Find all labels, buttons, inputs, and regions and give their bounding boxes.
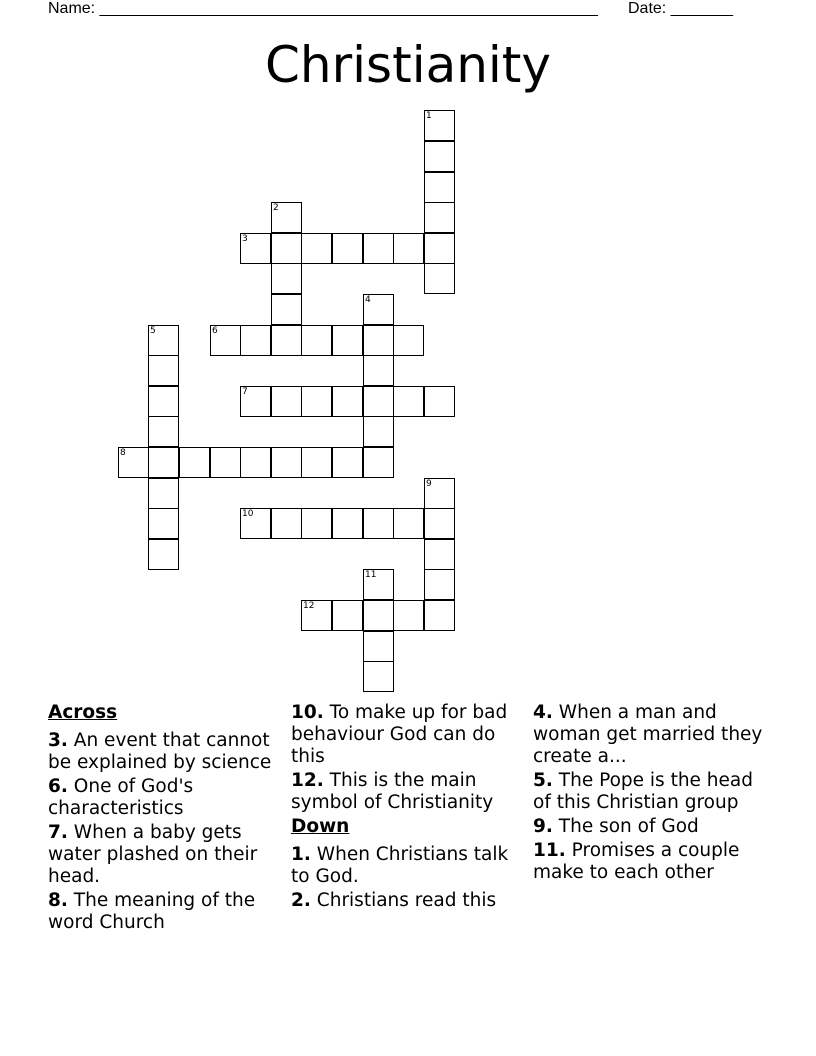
clue-down-11 [533, 840, 773, 884]
crossword-cell-8[interactable] [118, 447, 149, 478]
crossword-cell[interactable] [148, 355, 179, 386]
crossword-cell[interactable] [363, 508, 394, 539]
clue-number: 11. [533, 840, 566, 861]
crossword-cell[interactable] [363, 386, 394, 417]
clue-text: Promises a couple make to each other [533, 840, 740, 883]
crossword-cell[interactable] [424, 233, 455, 264]
crossword-cell[interactable] [363, 233, 394, 264]
date-field[interactable]: Date: _______ [628, 0, 733, 17]
crossword-cell-3[interactable] [240, 233, 271, 264]
clue-down-4 [533, 702, 773, 768]
crossword-cell[interactable] [271, 447, 302, 478]
crossword-cell[interactable] [271, 233, 302, 264]
crossword-cell-11[interactable] [363, 569, 394, 600]
crossword-cell[interactable] [301, 233, 332, 264]
crossword-cell[interactable] [393, 386, 424, 417]
cell-number: 7 [242, 387, 248, 397]
crossword-cell-5[interactable] [148, 325, 179, 356]
crossword-cell-4[interactable] [363, 294, 394, 325]
clue-text: The son of God [558, 816, 699, 837]
crossword-cell[interactable] [148, 478, 179, 509]
cell-number: 12 [303, 601, 315, 611]
crossword-cell[interactable] [179, 447, 210, 478]
clue-across-8 [48, 890, 286, 934]
clue-number: 10. [291, 702, 324, 723]
crossword-cell[interactable] [424, 600, 455, 631]
crossword-cell[interactable] [332, 325, 363, 356]
clue-number: 1. [291, 844, 311, 865]
clue-number: 2. [291, 890, 311, 911]
clues-column-2 [291, 702, 529, 914]
clue-number: 9. [533, 816, 553, 837]
clues-column-3 [533, 702, 773, 886]
crossword-cell[interactable] [301, 447, 332, 478]
clue-text: The Pope is the head of this Christian group [533, 770, 753, 813]
crossword-cell[interactable] [363, 447, 394, 478]
cell-number: 4 [365, 295, 371, 305]
clue-text: To make up for bad behaviour God can do this [291, 702, 508, 767]
crossword-cell[interactable] [332, 386, 363, 417]
crossword-cell[interactable] [271, 386, 302, 417]
crossword-cell[interactable] [148, 416, 179, 447]
cell-number: 11 [365, 570, 377, 580]
clue-text: An event that cannot be explained by science [48, 730, 272, 773]
cell-number: 2 [273, 203, 279, 213]
clue-across-6 [48, 776, 286, 820]
clue-number: 4. [533, 702, 553, 723]
crossword-cell[interactable] [148, 447, 179, 478]
clue-down-9 [533, 816, 773, 838]
crossword-cell[interactable] [148, 508, 179, 539]
crossword-cell[interactable] [148, 539, 179, 570]
clue-down-1 [291, 844, 529, 888]
crossword-cell[interactable] [424, 386, 455, 417]
crossword-cell[interactable] [271, 294, 302, 325]
crossword-cell[interactable] [210, 447, 241, 478]
crossword-cell[interactable] [393, 325, 424, 356]
clue-across-7 [48, 822, 286, 888]
down-heading: Down [291, 816, 350, 837]
crossword-cell-7[interactable] [240, 386, 271, 417]
crossword-cell[interactable] [424, 202, 455, 233]
clue-text: When a baby gets water plashed on their head. [48, 822, 258, 887]
clue-number: 6. [48, 776, 68, 797]
crossword-cell[interactable] [363, 600, 394, 631]
crossword-cell[interactable] [240, 447, 271, 478]
cell-number: 3 [242, 234, 248, 244]
crossword-cell[interactable] [301, 508, 332, 539]
crossword-cell-9[interactable] [424, 478, 455, 509]
clue-number: 12. [291, 770, 324, 791]
cell-number: 5 [150, 326, 156, 336]
crossword-cell[interactable] [301, 386, 332, 417]
crossword-cell[interactable] [148, 386, 179, 417]
crossword-cell[interactable] [424, 263, 455, 294]
clue-number: 8. [48, 890, 68, 911]
cell-number: 8 [120, 448, 126, 458]
crossword-cell-1[interactable] [424, 110, 455, 141]
crossword-cell-6[interactable] [210, 325, 241, 356]
clue-across-10 [291, 702, 529, 768]
crossword-cell-12[interactable] [301, 600, 332, 631]
crossword-cell[interactable] [393, 233, 424, 264]
clue-text: When Christians talk to God. [291, 844, 509, 887]
cell-number: 9 [426, 479, 432, 489]
clues-column-1 [48, 702, 286, 936]
crossword-cell[interactable] [332, 233, 363, 264]
crossword-cell[interactable] [424, 141, 455, 172]
crossword-cell-2[interactable] [271, 202, 302, 233]
crossword-cell[interactable] [393, 508, 424, 539]
clue-down-5 [533, 770, 773, 814]
clue-across-12 [291, 770, 529, 814]
clue-text: When a man and woman get married they create a... [533, 702, 763, 767]
crossword-cell[interactable] [363, 416, 394, 447]
crossword-cell[interactable] [393, 600, 424, 631]
clue-text: The meaning of the word Church [48, 890, 256, 933]
crossword-cell[interactable] [301, 325, 332, 356]
across-heading: Across [48, 702, 118, 723]
cell-number: 1 [426, 111, 432, 121]
page-title: Christianity [264, 36, 551, 94]
crossword-cell[interactable] [424, 569, 455, 600]
crossword-cell[interactable] [363, 631, 394, 662]
crossword-cell[interactable] [424, 539, 455, 570]
crossword-cell[interactable] [271, 325, 302, 356]
crossword-cell[interactable] [240, 325, 271, 356]
crossword-cell[interactable] [424, 172, 455, 203]
crossword-cell[interactable] [363, 661, 394, 692]
crossword-cell[interactable] [332, 447, 363, 478]
crossword-cell-10[interactable] [240, 508, 271, 539]
cell-number: 6 [212, 326, 218, 336]
clue-text: One of God's characteristics [48, 776, 194, 819]
crossword-cell[interactable] [271, 508, 302, 539]
clue-number: 3. [48, 730, 68, 751]
clue-text: This is the main symbol of Christianity [291, 770, 494, 813]
clue-across-3 [48, 730, 286, 774]
clue-number: 7. [48, 822, 68, 843]
clue-number: 5. [533, 770, 553, 791]
name-field[interactable]: Name: ________________________________________________________ [48, 0, 598, 17]
clue-down-2 [291, 890, 529, 912]
clue-text: Christians read this [316, 890, 497, 911]
crossword-cell[interactable] [332, 600, 363, 631]
crossword-cell[interactable] [363, 355, 394, 386]
cell-number: 10 [242, 509, 254, 519]
crossword-cell[interactable] [332, 508, 363, 539]
crossword-cell[interactable] [363, 325, 394, 356]
crossword-cell[interactable] [424, 508, 455, 539]
crossword-cell[interactable] [271, 263, 302, 294]
